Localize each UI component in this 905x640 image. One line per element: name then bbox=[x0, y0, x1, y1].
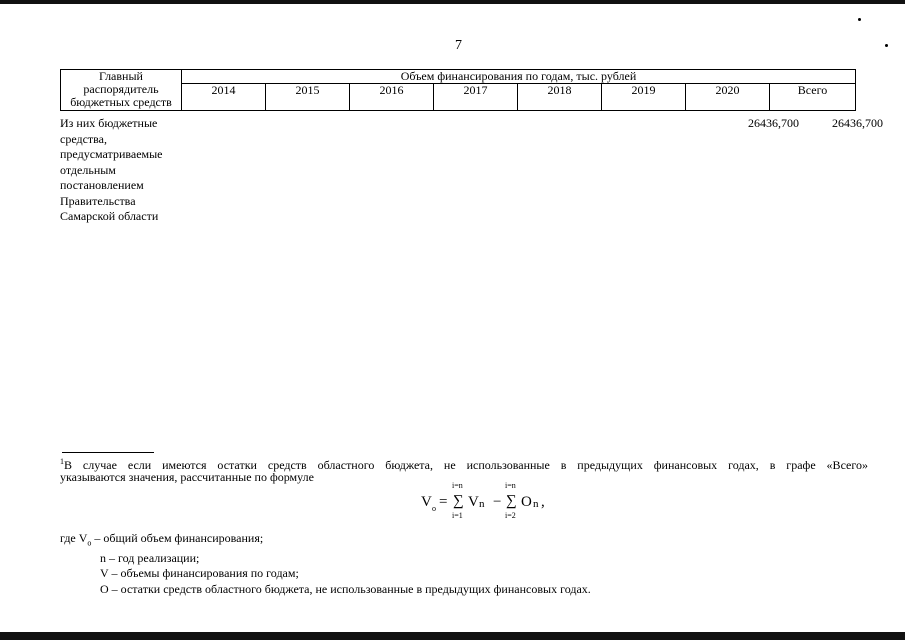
cell-2020-value: 26436,700 bbox=[748, 116, 799, 130]
definition-n: n – год реализации; bbox=[100, 550, 200, 565]
scan-top-edge bbox=[0, 0, 905, 4]
formula-sum2-icon: ∑ bbox=[506, 493, 517, 509]
formula-term1: V bbox=[468, 494, 479, 510]
formula-term1-sub: n bbox=[479, 498, 485, 510]
header-year-2020: 2020 bbox=[686, 84, 770, 111]
formula-sum1-lower: i=1 bbox=[452, 511, 463, 520]
header-chief-manager: Главный распорядитель бюджетных средств bbox=[61, 70, 182, 111]
formula-sum2-upper: i=n bbox=[505, 481, 516, 490]
footnote-marker: 1 bbox=[60, 457, 64, 466]
financing-table bbox=[60, 69, 856, 111]
scan-speck bbox=[885, 44, 888, 47]
formula-sum1-icon: ∑ bbox=[453, 493, 464, 509]
definition-v: V – объемы финансирования по годам; bbox=[100, 566, 299, 581]
formula-term2-sub: n bbox=[533, 498, 539, 510]
row-label: Из них бюджетные средства, предусматриваемые отдельным постановлением Правительства Самарской области bbox=[60, 116, 163, 223]
header-year-2016: 2016 bbox=[350, 84, 434, 111]
cell-total-value: 26436,700 bbox=[832, 116, 883, 130]
definition-o: O – остатки средств областного бюджета, не использованные в предыдущих финансовых годах. bbox=[100, 581, 591, 596]
header-year-2014: 2014 bbox=[182, 84, 266, 111]
header-year-2019: 2019 bbox=[602, 84, 686, 111]
header-financing-by-years: Объем финансирования по годам, тыс. рублей bbox=[182, 70, 856, 84]
formula-minus: − bbox=[493, 494, 502, 510]
header-year-2015: 2015 bbox=[266, 84, 350, 111]
scan-bottom-edge bbox=[0, 632, 905, 640]
header-total: Всего bbox=[770, 84, 856, 111]
formula-term2: O bbox=[521, 494, 532, 510]
footnote-line1: В случае если имеются остатки средств областного бюджета, не использованные в предыдущих финансовых годах, в графе «Всего» bbox=[64, 458, 868, 472]
page-number: 7 bbox=[455, 38, 462, 53]
scan-speck bbox=[858, 18, 861, 21]
definition-vo-text: – общий объем финансирования; bbox=[91, 531, 264, 545]
definition-vo-lead: где V bbox=[60, 531, 88, 545]
footnote-line2: указываются значения, рассчитанные по формуле bbox=[60, 470, 314, 484]
formula-lhs-sub: o bbox=[432, 504, 436, 513]
formula-comma: , bbox=[541, 494, 545, 510]
formula-lhs: V bbox=[421, 494, 432, 510]
formula-sum2-lower: i=2 bbox=[505, 511, 516, 520]
formula-definitions bbox=[60, 531, 591, 597]
header-year-2017: 2017 bbox=[434, 84, 518, 111]
table-header-row bbox=[61, 70, 856, 84]
formula-sum1-upper: i=n bbox=[452, 481, 463, 490]
definition-vo bbox=[60, 531, 591, 551]
header-year-2018: 2018 bbox=[518, 84, 602, 111]
formula-equals: = bbox=[439, 494, 448, 510]
formula bbox=[421, 478, 571, 526]
definition-vo-sub: o bbox=[87, 538, 92, 548]
